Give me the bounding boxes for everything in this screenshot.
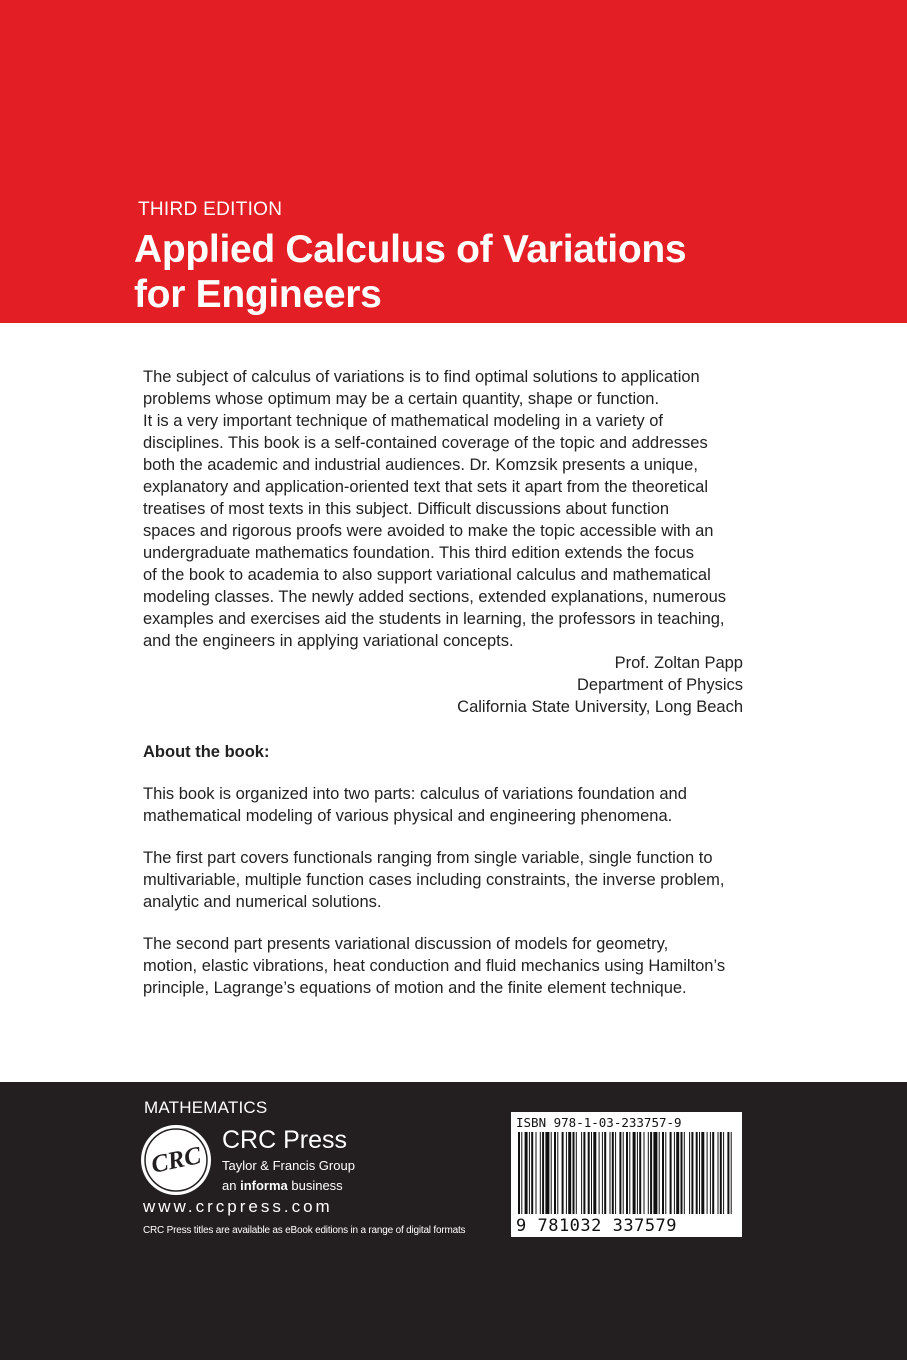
publisher-url: www.crcpress.com: [143, 1197, 333, 1216]
endorsement-line: spaces and rigorous proofs were avoided to make the topic accessible with an: [143, 522, 714, 540]
barcode-bar: [542, 1132, 544, 1214]
barcode-bar: [701, 1132, 704, 1214]
ebook-note: CRC Press titles are available as eBook editions in a range of digital formats: [143, 1225, 466, 1236]
barcode-bar: [612, 1132, 614, 1214]
endorsement-line: The subject of calculus of variations is to find optimal solutions to application: [143, 368, 700, 386]
about-line: mathematical modeling of various physical and engineering phenomena.: [143, 807, 673, 825]
barcode-bar: [581, 1132, 582, 1214]
barcode-bar: [615, 1132, 616, 1214]
barcode-bar: [650, 1132, 652, 1214]
endorser-university: California State University, Long Beach: [457, 698, 743, 716]
barcode-bar: [619, 1132, 621, 1214]
endorsement-attribution: [453, 652, 743, 718]
about-paragraph-1: [143, 783, 783, 827]
barcode-bar: [531, 1132, 533, 1214]
barcode-bar: [562, 1132, 564, 1214]
barcode-bar: [684, 1132, 685, 1214]
isbn-label: ISBN 978-1-03-233757-9: [516, 1115, 682, 1130]
about-paragraph-3: [143, 933, 783, 999]
subject-category: MATHEMATICS: [144, 1098, 268, 1117]
barcode-bar: [689, 1132, 690, 1214]
about-heading: About the book:: [143, 743, 270, 761]
book-title-line-2: for Engineers: [134, 273, 382, 316]
barcode-bar: [583, 1132, 585, 1214]
barcode-bar: [639, 1132, 641, 1214]
crc-logo-icon: [140, 1124, 212, 1196]
barcode-bar: [554, 1132, 556, 1214]
back-cover-text: [143, 366, 783, 999]
red-header-band: [0, 0, 907, 323]
endorsement-line: both the academic and industrial audiences. Dr. Komzsik presents a unique,: [143, 456, 698, 474]
barcode-bar: [637, 1132, 638, 1214]
barcode-bar: [629, 1132, 630, 1214]
barcode-bar: [712, 1132, 714, 1214]
endorser-name: Prof. Zoltan Papp: [614, 654, 743, 672]
endorsement-line: and the engineers in applying variational concepts.: [143, 632, 514, 650]
barcode-bar: [723, 1132, 724, 1214]
about-line: motion, elastic vibrations, heat conduction and fluid mechanics using Hamilton’s: [143, 957, 726, 975]
edition-label: THIRD EDITION: [138, 199, 283, 220]
about-line: analytic and numerical solutions.: [143, 893, 382, 911]
endorsement-line: modeling classes. The newly added sections, extended explanations, numerous: [143, 588, 727, 606]
informa-prefix: an: [222, 1178, 241, 1193]
about-line: The first part covers functionals ranging from single variable, single function to: [143, 849, 713, 867]
barcode-bar: [707, 1132, 708, 1214]
barcode-bar: [670, 1132, 672, 1214]
endorsement-line: problems whose optimum may be a certain quantity, shape or function.: [143, 390, 660, 408]
about-paragraph-2: [143, 847, 783, 913]
barcode-bar: [696, 1132, 698, 1214]
barcode-bar: [633, 1132, 636, 1214]
barcode-bar: [727, 1132, 729, 1214]
barcode-bar: [551, 1132, 552, 1214]
endorsement-line: treatises of most texts in this subject. Difficult discussions about function: [143, 500, 670, 518]
informa-suffix: business: [287, 1178, 343, 1193]
barcode-bar: [566, 1132, 567, 1214]
informa-word: informa: [240, 1178, 288, 1193]
barcode-bar: [573, 1132, 575, 1214]
endorsement-line: disciplines. This book is a self-contained coverage of the topic and addresses: [143, 434, 708, 452]
barcode-bar: [644, 1132, 645, 1214]
barcode-bar: [691, 1132, 693, 1214]
barcode-bars: [514, 1132, 739, 1216]
barcode-bar: [576, 1132, 577, 1214]
barcode-bar: [610, 1132, 611, 1214]
barcode-bar: [648, 1132, 649, 1214]
book-title-line-1: Applied Calculus of Variations: [134, 228, 687, 271]
barcode-bar: [568, 1132, 571, 1214]
isbn-barcode: [511, 1112, 742, 1237]
barcode-bar: [665, 1132, 666, 1214]
book-title: [134, 227, 854, 317]
barcode-bar: [653, 1132, 657, 1214]
endorsement-line: undergraduate mathematics foundation. This third edition extends the focus: [143, 544, 694, 562]
barcode-bar: [599, 1132, 600, 1214]
informa-tagline: [222, 1178, 343, 1193]
endorsement: [143, 366, 783, 652]
logo-text: CRC: [148, 1142, 204, 1179]
barcode-bar: [718, 1132, 719, 1214]
endorsement-line: of the book to academia to also support variational calculus and mathematical: [143, 566, 711, 584]
barcode-bar: [731, 1132, 732, 1214]
barcode-bar: [674, 1132, 675, 1214]
about-line: principle, Lagrange’s equations of motion and the finite element technique.: [143, 979, 687, 997]
endorsement-line: examples and exercises aid the students in learning, the professors in teaching,: [143, 610, 725, 628]
barcode-bar: [593, 1132, 596, 1214]
barcode-bar: [591, 1132, 592, 1214]
endorsement-line: It is a very important technique of mathematical modeling in a variety of: [143, 412, 663, 430]
barcode-bar: [662, 1132, 664, 1214]
barcode-bar: [626, 1132, 628, 1214]
barcode-bar: [521, 1132, 522, 1214]
endorsement-line: explanatory and application-oriented text that sets it apart from the theoretical: [143, 478, 708, 496]
barcode-bar: [545, 1132, 549, 1214]
about-line: This book is organized into two parts: calculus of variations foundation and: [143, 785, 687, 803]
about-line: The second part presents variational discussion of models for geometry,: [143, 935, 669, 953]
barcode-bar: [540, 1132, 541, 1214]
publisher-group: Taylor & Francis Group: [222, 1158, 355, 1173]
barcode-bar: [699, 1132, 700, 1214]
endorser-department: Department of Physics: [577, 676, 743, 694]
barcode-bar: [710, 1132, 711, 1214]
barcode-bar: [604, 1132, 606, 1214]
barcode-bar: [720, 1132, 722, 1214]
barcode-bar: [681, 1132, 683, 1214]
barcode-bar: [623, 1132, 624, 1214]
barcode-bar: [525, 1132, 528, 1214]
publisher-name: CRC Press: [222, 1126, 348, 1154]
barcode-bar: [557, 1132, 558, 1214]
about-line: multivariable, multiple function cases including constraints, the inverse problem,: [143, 871, 725, 889]
barcode-bar: [676, 1132, 679, 1214]
barcode-bar: [588, 1132, 590, 1214]
barcode-bar: [529, 1132, 530, 1214]
barcode-bar: [518, 1132, 520, 1214]
publisher-footer: [0, 1082, 907, 1360]
barcode-number: 9 781032 337579: [516, 1216, 678, 1236]
barcode-bar: [659, 1132, 660, 1214]
barcode-bar: [536, 1132, 537, 1214]
barcode-bar: [602, 1132, 603, 1214]
